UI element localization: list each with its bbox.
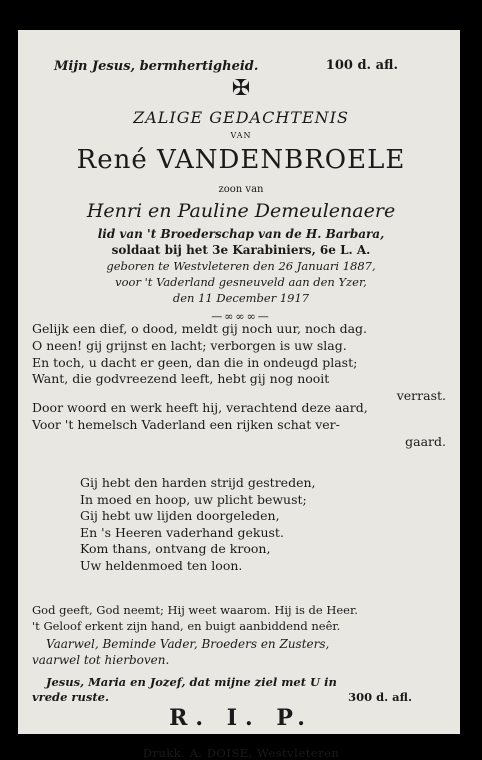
death-date-line: den 11 December 1917 [172,291,310,305]
poem-line: Uw heldenmoed ten loon. [80,557,243,573]
poem-line: Gij hebt den harden strijd gestreden, [80,475,316,490]
prayer-line: Jesus, Maria en Jozef, dat mijne ziel met U in [46,675,337,689]
poem-line-end: verrast. [396,388,446,404]
divider-ornament: —∞∞∞— [211,310,271,323]
cross-icon: ✠ [231,76,251,101]
indulgence-top: 100 d. afl. [325,58,398,73]
poem-line: Gij hebt uw lijden doorgeleden, [80,508,280,524]
poem-line: Door woord en werk heeft hij, verachtend deze aard, [32,400,368,415]
memorial-card [18,30,460,760]
poem-line: O neen! gij grijnst en lacht; verborgen is uw slag. [32,337,347,353]
membership-line: lid van 't Broederschap van de H. Barbara, [97,227,385,241]
poem-line: Want, die godvreezend leeft, hebt gij nog nooit [32,371,330,387]
zoon-van-text: zoon van [218,184,264,195]
poem-line: Voor 't hemelsch Vaderland een rijken schat ver- [32,416,340,432]
stanza-1 [32,321,450,405]
indulgence-bottom: 300 d. afl. [348,690,412,704]
poem-line: In moed en hoop, uw plicht bewust; [80,491,307,507]
birth-line: geboren te Westvleteren den 26 Januari 1887, [106,259,376,273]
rip-text: R. I. P. [169,705,313,731]
farewell-stanza [32,636,450,668]
stanza-3 [80,475,450,575]
death-place-line: voor 't Vaderland gesneuveld aan den Yzer, [115,275,367,289]
parents-names: Henri en Pauline Demeulenaere [86,200,396,222]
poem-line: vaarwel tot hierboven. [32,653,170,667]
poem-line: Vaarwel, Beminde Vader, Broeders en Zusters, [46,637,330,651]
poem-line: Kom thans, ontvang de kroon, [80,541,271,557]
heading-zalige: ZALIGE GEDACHTENIS [133,108,349,127]
invocation-text: Mijn Jesus, bermhertigheid. [54,59,259,74]
poem-line-end: gaard. [405,433,446,449]
printer-line: Drukk. A. DOISE, Westvleteren [142,746,340,760]
prayer-line: vrede ruste. [32,690,109,704]
stanza-2 [32,400,450,450]
soldier-line: soldaat bij het 3e Karabiniers, 6e L. A. [111,243,371,257]
poem-line: En toch, u dacht er geen, dan die in ondeugd plast; [32,354,358,370]
heading-van: VAN [230,131,252,140]
card-content [32,38,450,760]
deceased-name: René VANDENBROELE [76,145,406,175]
stanza-4 [32,602,450,634]
poem-line: God geeft, God neemt; Hij weet waarom. Hij is de Heer. [32,603,358,617]
poem-line: 't Geloof erkent zijn hand, en buigt aanbiddend neêr. [32,619,341,633]
poem-line: En 's Heeren vaderhand gekust. [80,524,284,540]
poem-line: Gelijk een dief, o dood, meldt gij noch uur, noch dag. [32,321,368,336]
